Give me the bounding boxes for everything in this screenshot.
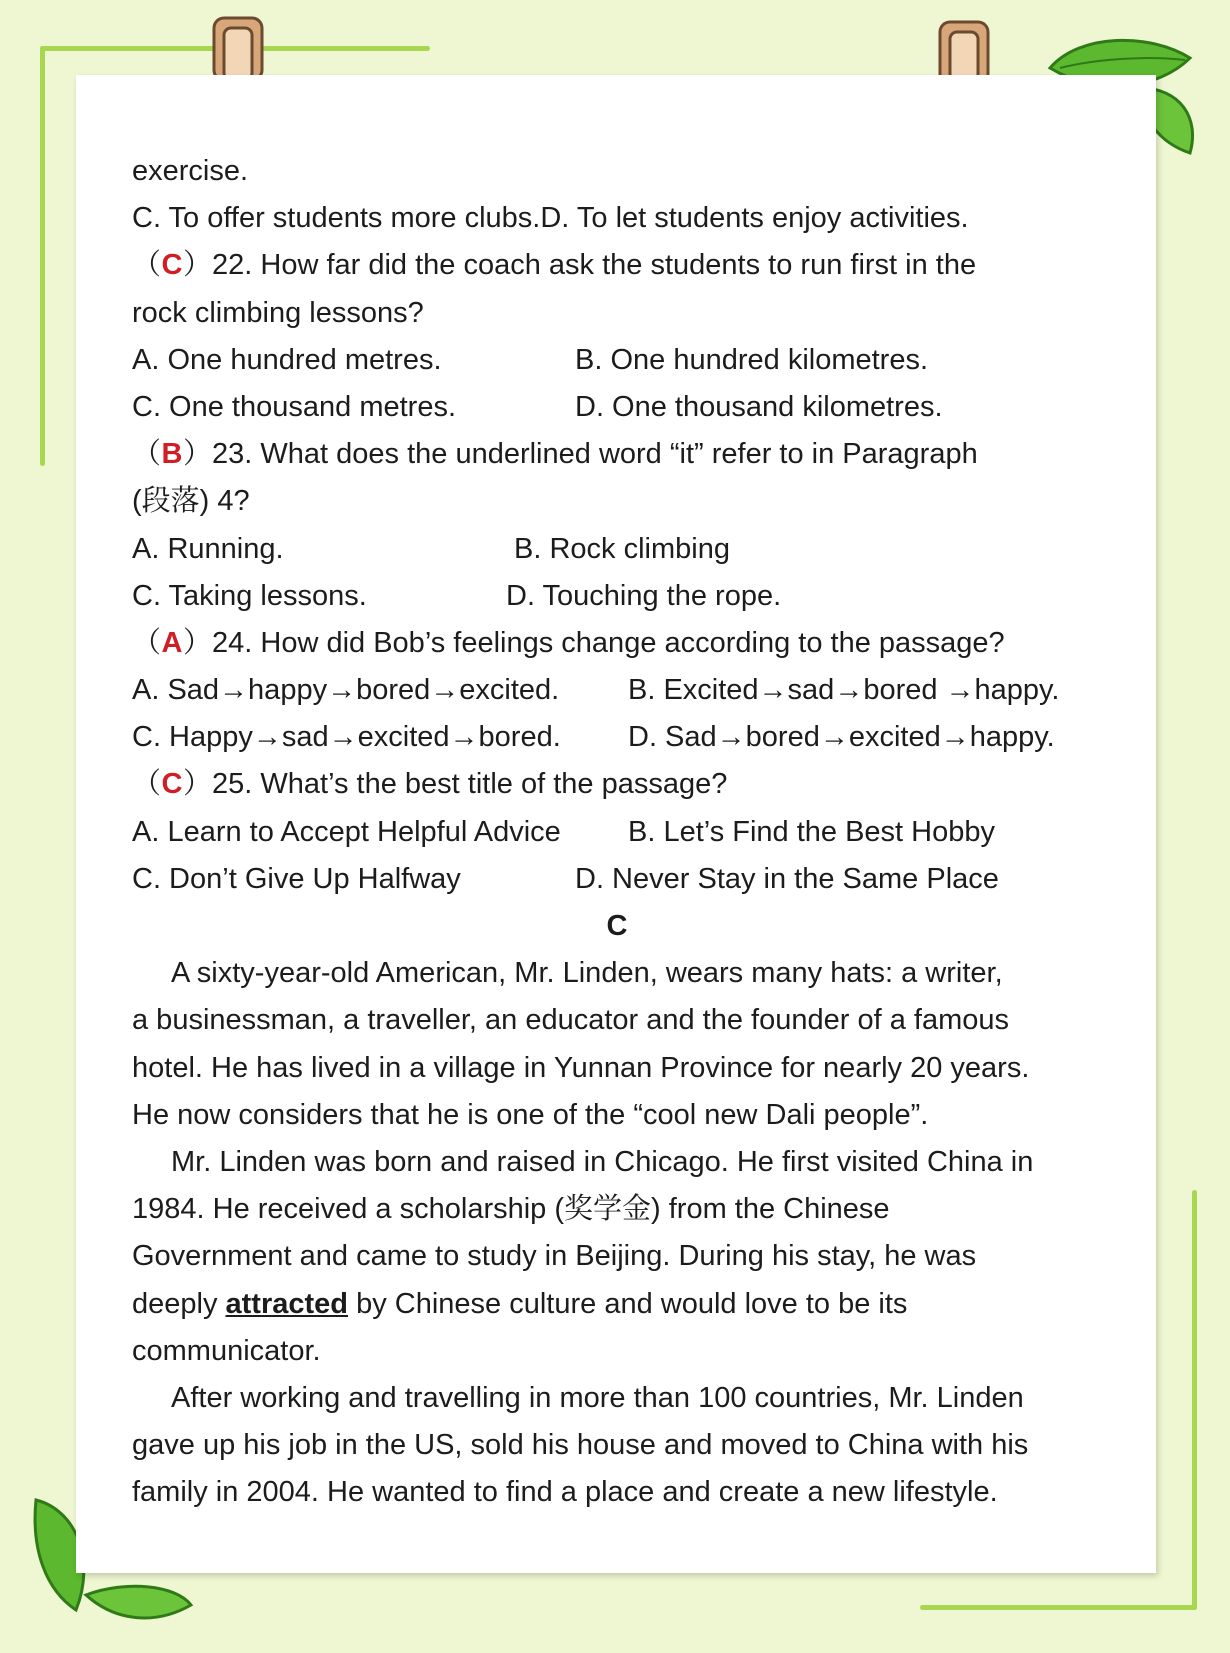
question-22-cont: rock climbing lessons? — [132, 296, 424, 329]
text-fragment: deeply — [132, 1287, 226, 1320]
question-25-text: ）25. What’s the best title of the passage? — [183, 768, 728, 801]
section-title: C — [606, 910, 628, 942]
options-row — [132, 714, 1102, 761]
paragraph-2-line: communicator. — [132, 1334, 321, 1367]
option-a: A. One hundred metres. — [132, 343, 442, 376]
paren-open: （ — [132, 438, 162, 471]
option-c: C. One thousand metres. — [132, 390, 456, 423]
option-b: B. Rock climbing — [514, 532, 730, 565]
question-24 — [132, 620, 1102, 667]
option-a: A. Running. — [132, 532, 284, 565]
option-c: C. Happy→sad→excited→bored. — [132, 721, 561, 754]
paragraph-1-line: a businessman, a traveller, an educator and the founder of a famous — [132, 1004, 1009, 1037]
paragraph-1-line: hotel. He has lived in a village in Yunnan Province for nearly 20 years. — [132, 1051, 1030, 1084]
answer-24: A — [161, 626, 183, 659]
question-24-text: ）24. How did Bob’s feelings change according to the passage? — [183, 626, 1005, 659]
text-line: exercise. — [132, 155, 249, 187]
paragraph-2-line: Government and came to study in Beijing. During his stay, he was — [132, 1240, 977, 1273]
question-22 — [132, 242, 1102, 289]
question-23-text: ）23. What does the underlined word “it” refer to in Paragraph — [183, 438, 978, 471]
paren-open: （ — [132, 768, 162, 801]
option-d: D. One thousand kilometres. — [575, 390, 943, 423]
option-a: A. Learn to Accept Helpful Advice — [132, 815, 561, 848]
paragraph-1-line: A sixty-year-old American, Mr. Linden, wears many hats: a writer, — [171, 957, 1003, 990]
paragraph-3-line: family in 2004. He wanted to find a place and create a new lifestyle. — [132, 1476, 998, 1509]
question-22-text: ）22. How far did the coach ask the students to run first in the — [183, 249, 977, 282]
paragraph-1-line: He now considers that he is one of the “cool new Dali people”. — [132, 1098, 929, 1131]
options-row — [132, 573, 1102, 620]
option-c: C. Don’t Give Up Halfway — [132, 862, 461, 895]
option-a: A. Sad→happy→bored→excited. — [132, 674, 560, 707]
options-row — [132, 337, 1102, 384]
option-d: D. Touching the rope. — [506, 579, 782, 612]
options-row — [132, 667, 1102, 714]
answer-23: B — [161, 438, 183, 471]
options-row — [132, 526, 1102, 573]
options-row — [132, 809, 1102, 856]
paragraph-3-line: After working and travelling in more than 100 countries, Mr. Linden — [171, 1381, 1024, 1414]
underlined-word: attracted — [225, 1287, 349, 1320]
question-25 — [132, 761, 1102, 808]
paragraph-2-line: 1984. He received a scholarship (奖学金) from the Chinese — [132, 1193, 890, 1226]
frame-line-bottom — [920, 1605, 1197, 1610]
paren-open: （ — [132, 626, 162, 659]
worksheet-content — [132, 148, 1102, 1516]
question-23 — [132, 431, 1102, 478]
option-b: B. Let’s Find the Best Hobby — [628, 815, 996, 848]
paren-open: （ — [132, 249, 162, 282]
answer-25: C — [161, 768, 183, 801]
frame-line-right — [1192, 1190, 1197, 1610]
clip-icon-left — [208, 14, 270, 84]
option-d: D. Never Stay in the Same Place — [575, 862, 999, 895]
text-line: C. To offer students more clubs.D. To let students enjoy activities. — [132, 202, 969, 235]
option-d: D. Sad→bored→excited→happy. — [628, 721, 1055, 754]
question-23-cont: (段落) 4? — [132, 485, 250, 518]
answer-22: C — [161, 249, 183, 282]
paragraph-3-line: gave up his job in the US, sold his house and moved to China with his — [132, 1429, 1029, 1462]
frame-line-left — [40, 46, 45, 466]
text-fragment: by Chinese culture and would love to be its — [348, 1287, 908, 1320]
option-b: B. One hundred kilometres. — [575, 343, 929, 376]
options-row — [132, 856, 1102, 903]
option-b: B. Excited→sad→bored →happy. — [628, 674, 1060, 707]
option-c: C. Taking lessons. — [132, 579, 367, 612]
options-row — [132, 384, 1102, 431]
paragraph-2-line: Mr. Linden was born and raised in Chicago. He first visited China in — [171, 1145, 1034, 1178]
paragraph-2-line — [132, 1281, 1102, 1328]
